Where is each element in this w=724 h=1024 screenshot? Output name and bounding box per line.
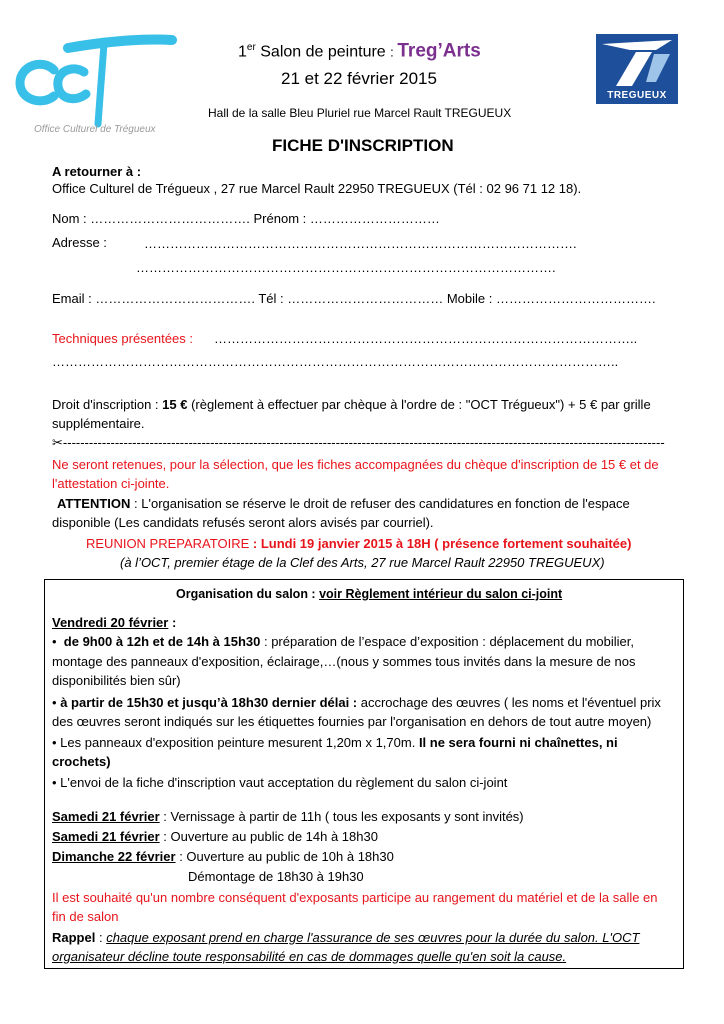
cut-dashes: ------------------------------------------------------------------------------------------------------------------------------------------- [62,435,665,450]
rappel-label: Rappel [52,930,96,945]
salon-dates: 21 et 22 février 2015 [281,69,437,88]
hanging-hours: à partir de 15h30 et jusqu’à 18h30 dernier délai : [60,695,358,710]
tregueux-logo [596,34,678,104]
notice-line2: l'attestation ci-jointe. [52,476,170,491]
bullet-acceptance [52,773,507,792]
bullet-panels [52,733,618,752]
saturday-opening [52,827,378,846]
oct-logo [12,28,182,143]
salon-brand: Treg’Arts [397,40,481,62]
return-label: A retourner à : [52,164,142,179]
saturday-label: Samedi 21 février [52,809,160,824]
saturday-vernissage [52,807,524,826]
friday-colon: : [168,615,177,630]
meeting-date: : Lundi 19 janvier 2015 à 18H ( présence fortement souhaitée) [252,536,632,551]
panels-bold: Il ne sera fourni ni chaînettes, ni [418,735,618,750]
friday-label: Vendredi 20 février [52,615,169,630]
bullet-icon: • [52,775,57,790]
sunday-opening [52,847,394,866]
wish-line2: fin de salon [52,909,119,924]
techniques-label: Techniques présentées : [52,331,193,346]
sunday-dismantle: Démontage de 18h30 à 19h30 [188,869,364,884]
setup-text: : préparation de l’espace d’exposition : déplacement du mobilier, [260,634,634,649]
rappel-text1: chaque exposant prend en charge l'assurance de ses œuvres pour la durée du salon. L'OCT [106,930,640,945]
techniques-field-line2[interactable]: ………………………………………………………………………………………………………………….. [52,354,619,369]
return-address: Office Culturel de Trégueux , 27 rue Marcel Rault 22950 TREGUEUX (Tél : 02 96 71 12 18). [52,181,582,196]
sunday-label: Dimanche 22 février [52,849,176,864]
name-field[interactable]: Nom : ………………………………. Prénom : ………………………… [52,211,440,226]
address-label: Adresse : [52,235,107,250]
meeting-label: REUNION PREPARATOIRE [86,536,253,551]
reglement-link[interactable]: voir Règlement intérieur du salon ci-joint [319,587,563,601]
hanging-line2: des œuvres seront indiqués sur les étiquettes fournies par l'organisation en dehors de tout autre moyen) [52,714,652,729]
setup-hours: de 9h00 à 12h et de 14h à 15h30 [63,634,261,649]
attention-label: ATTENTION [57,496,131,511]
salon-colon: : [390,44,398,60]
attention-line2: disponible (Les candidats refusés seront alors avisés par courriel). [52,515,434,530]
bullet-setup [52,632,634,651]
sunday-opening-text: : Ouverture au public de 10h à 18h30 [175,849,394,864]
setup-line2: montage des panneaux d'exposition, éclairage,…(nous y sommes tous invités dans la mesure de nos [52,654,636,669]
panels-text: Les panneaux d'exposition peinture mesurent 1,20m x 1,70m. [56,735,419,750]
form-title: FICHE D'INSCRIPTION [272,136,454,155]
saturday-opening-text: : Ouverture au public de 14h à 18h30 [159,829,378,844]
meeting-line [86,534,631,553]
fee-prefix: Droit d'inscription : [52,397,163,412]
rappel-colon: : [95,930,107,945]
salon-prefix: Salon de peinture [255,43,391,61]
scissors-icon: ✂ [52,436,63,451]
setup-line3: disponibilités bien sûr) [52,673,181,688]
oct-logo-caption: Office Culturel de Trégueux [34,124,156,135]
wish-line1: Il est souhaité qu'un nombre conséquent d'exposants participe au rangement du matériel et de la salle en [52,890,658,905]
friday-heading [52,613,176,632]
box-title-prefix: Organisation du salon : [176,587,320,601]
organisation-box [44,579,684,969]
salon-title [238,36,481,64]
meeting-place: (à l’OCT, premier étage de la Clef des Arts, 27 rue Marcel Rault 22950 TREGUEUX) [120,555,605,570]
rappel-text2: organisateur décline toute responsabilité en cas de dommages quelle qu'en soit la cause. [52,949,567,964]
fee-amount: 15 € [162,397,188,412]
salon-ordinal: 1 [238,43,247,61]
bullet-icon: • [52,735,57,750]
hanging-text: accrochage des œuvres ( les noms et l'éventuel prix [357,695,661,710]
bullet-hanging [52,693,661,712]
bullet-icon: • [52,634,57,649]
address-field-line2[interactable]: ……………………………………………………………………………………. [136,260,556,275]
techniques-field-line1[interactable]: …………………………………………………………………………………….. [214,331,638,346]
cut-line [52,433,692,453]
salon-ordinal-sup: er [246,42,256,53]
saturday-vernissage-text: : Vernissage à partir de 11h ( tous les exposants y sont invités) [159,809,524,824]
attention-text1: : L'organisation se réserve le droit de refuser des candidatures en fonction de l'espace [130,496,630,511]
panels-line2: crochets) [52,754,111,769]
acceptance-text: L'envoi de la fiche d'inscription vaut acceptation du règlement du salon ci-joint [56,775,508,790]
oct-logo-mark [12,28,182,128]
salon-venue: Hall de la salle Bleu Pluriel rue Marcel Rault TREGUEUX [208,106,512,120]
rappel-line1 [52,928,639,947]
fee-line [52,395,651,414]
notice-line1: Ne seront retenues, pour la sélection, que les fiches accompagnées du chèque d'inscription de 15 € et de [52,457,659,472]
fee-line2: supplémentaire. [52,416,145,431]
tregueux-logo-mark [596,34,678,90]
box-title [176,585,562,604]
saturday-label-2: Samedi 21 février [52,829,160,844]
bullet-icon: • [52,695,57,710]
fee-suffix: (règlement à effectuer par chèque à l'ordre de : "OCT Trégueux") + 5 € par grille [187,397,651,412]
tregueux-logo-caption: TREGUEUX [607,90,667,101]
address-field-line1[interactable]: ………………………………………………………………………………………. [144,236,577,251]
contact-field[interactable]: Email : ………………………………. Tél : ……………………………… Mobile : ………………………………. [52,291,656,306]
attention-line1 [57,494,630,513]
